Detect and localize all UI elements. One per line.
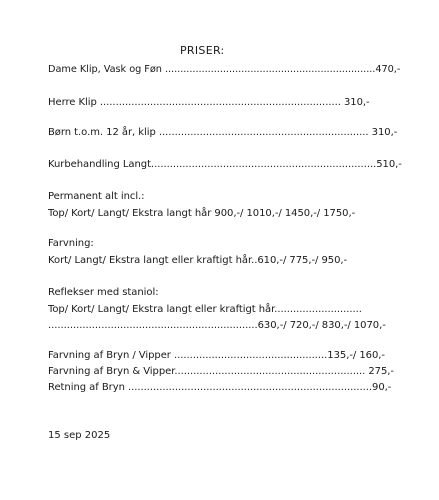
section-heading-permanent: Permanent alt incl.: [48, 191, 145, 202]
section-heading-reflekser: Reflekser med staniol: [48, 287, 159, 298]
price-line-reflekser-prices: ...................................................................630,-/ 720,-/ 830,-/ 1070,- [48, 320, 386, 331]
price-line-farvning-bryn-vipper: Farvning af Bryn / Vipper .................................................135,-/ 160,- [48, 350, 385, 361]
price-line-retning-bryn: Retning af Bryn ..............................................................................90,- [48, 382, 392, 393]
price-line-dame-klip: Dame Klip, Vask og Føn .....................................................................470,- [48, 64, 401, 75]
price-line-permanent: Top/ Kort/ Langt/ Ekstra langt hår 900,-/ 1010,-/ 1450,-/ 1750,- [48, 208, 356, 219]
price-line-kurbehandling: Kurbehandling Langt........................................................................510,- [48, 159, 402, 170]
price-line-reflekser-desc: Top/ Kort/ Langt/ Ekstra langt eller kraftigt hår............................ [48, 304, 362, 315]
price-line-farvning: Kort/ Langt/ Ekstra langt eller kraftigt hår..610,-/ 775,-/ 950,- [48, 255, 348, 266]
page-title: PRISER: [180, 44, 225, 57]
price-line-born-klip: Børn t.o.m. 12 år, klip ................................................................... 310,- [48, 127, 398, 138]
document-date: 15 sep 2025 [48, 430, 111, 441]
section-heading-farvning: Farvning: [48, 238, 94, 249]
price-line-herre-klip: Herre Klip ............................................................................. 310,- [48, 97, 370, 108]
price-line-farvning-bryn-og-vipper: Farvning af Bryn & Vipper............................................................. 275,- [48, 366, 394, 377]
